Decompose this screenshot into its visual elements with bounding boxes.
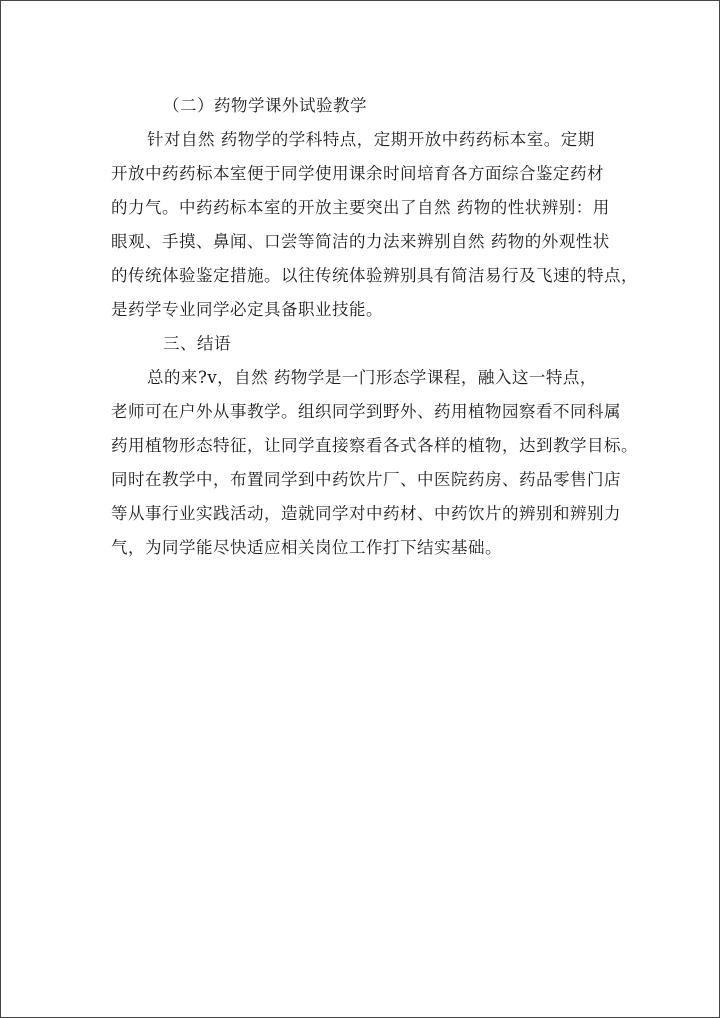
paragraph-line: 开放中药药标本室便于同学使用课余时间培育各方面综合鉴定药材: [111, 164, 604, 183]
subsection-title: （二）药物学课外试验教学: [163, 96, 367, 115]
paragraph-line: 眼观、手摸、鼻闻、口尝等简洁的力法来辨别自然 药物的外观性状: [111, 232, 610, 251]
paragraph-line: 等从事行业实践活动，造就同学对中药材、中药饮片的辨别和辨别力: [111, 504, 621, 523]
paragraph-line: 总的来?v，自然 药物学是一门形态学课程，融入这一特点，: [147, 368, 597, 387]
paragraph-line: 针对自然 药物学的学科特点，定期开放中药药标本室。定期: [147, 130, 595, 149]
section-title: 三、结语: [163, 334, 231, 353]
paragraph-line: 是药学专业同学必定具备职业技能。: [111, 300, 383, 319]
paragraph-line: 气，为同学能尽快适应相关岗位工作打下结实基础。: [111, 538, 502, 557]
paragraph-line: 同时在教学中，布置同学到中药饮片厂、中医院药房、药品零售门店: [111, 470, 621, 489]
document-body: [111, 92, 638, 568]
paragraph-line: 老师可在户外从事教学。组织同学到野外、药用植物园察看不同科属: [111, 402, 621, 421]
paragraph-1: [111, 126, 638, 330]
paragraph-line: 药用植物形态特征，让同学直接察看各式各样的植物，达到教学目标。: [111, 436, 638, 455]
paragraph-2: [111, 364, 638, 568]
paragraph-line: 的力气。中药药标本室的开放主要突出了自然 药物的性状辨别：用: [111, 198, 610, 217]
paragraph-line: 的传统体验鉴定措施。以往传统体验辨别具有简洁易行及飞速的特点，: [111, 266, 638, 285]
